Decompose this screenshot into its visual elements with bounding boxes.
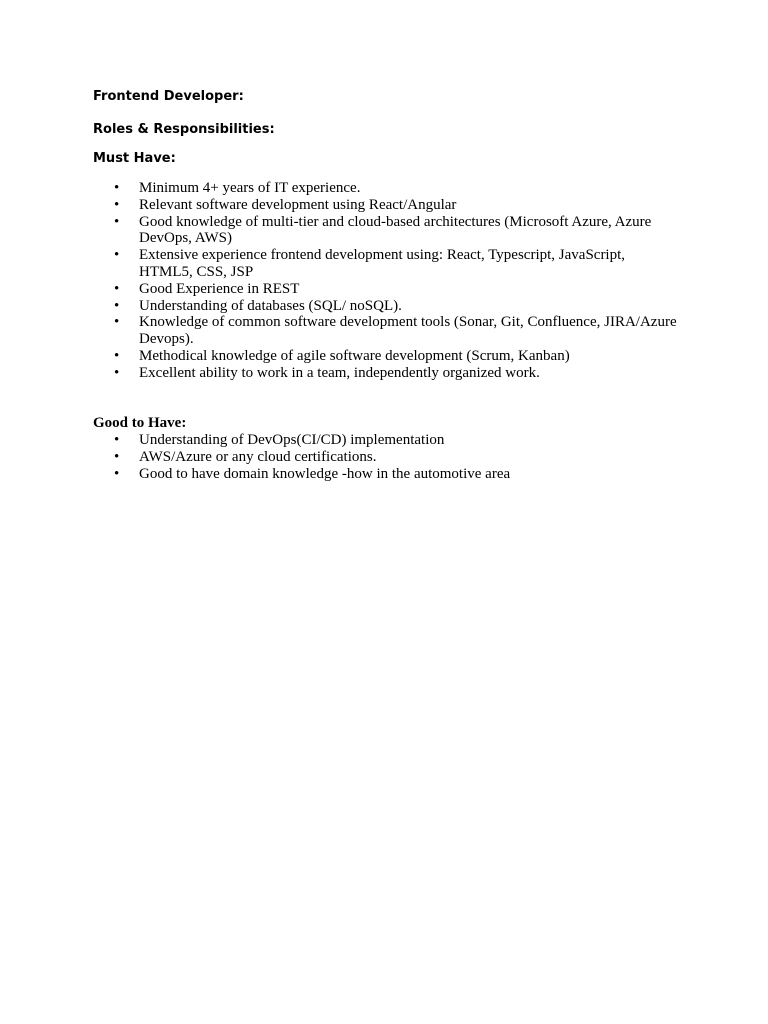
bullet-icon: •	[114, 180, 120, 196]
bullet-icon: •	[114, 297, 120, 314]
list-item	[0, 314, 679, 348]
must-have-heading: Must Have:	[93, 151, 176, 166]
bullet-icon: •	[114, 448, 120, 465]
bullet-icon: •	[114, 213, 120, 230]
bullet-icon: •	[114, 280, 120, 297]
list-item-text: Knowledge of common software development tools (Sonar, Git, Confluence, JIRA/Azure Devops).	[139, 314, 677, 348]
bullet-icon: •	[114, 432, 120, 448]
bullet-icon: •	[114, 314, 120, 331]
bullet-icon: •	[114, 196, 120, 213]
list-item-text: Understanding of DevOps(CI/CD) implementation	[139, 432, 445, 448]
list-item	[0, 247, 679, 281]
list-item	[0, 281, 679, 298]
list-item-text: Extensive experience frontend development using: React, Typescript, JavaScript, HTML5, CSS, JSP	[139, 247, 626, 280]
list-item	[0, 365, 679, 382]
bullet-icon: •	[114, 347, 120, 364]
roles-heading: Roles & Responsibilities:	[93, 122, 275, 137]
list-item	[0, 298, 679, 315]
bullet-icon: •	[114, 465, 120, 482]
list-item-text: Good to have domain knowledge -how in the automotive area	[139, 465, 511, 482]
list-item-text: AWS/Azure or any cloud certifications.	[139, 448, 377, 465]
list-item-text: Relevant software development using React/Angular	[139, 196, 457, 213]
list-item-text: Good knowledge of multi-tier and cloud-based architectures (Microsoft Azure, Azure DevOps, AWS)	[139, 213, 652, 247]
document-title: Frontend Developer:	[93, 89, 244, 104]
good-to-have-list	[0, 432, 679, 482]
list-item	[0, 197, 679, 214]
list-item-text: Methodical knowledge of agile software development (Scrum, Kanban)	[139, 347, 570, 364]
list-item-text: Excellent ability to work in a team, independently organized work.	[139, 364, 540, 381]
list-item	[0, 432, 679, 449]
list-item	[0, 214, 679, 248]
list-item-text: Good Experience in REST	[139, 280, 300, 297]
bullet-icon: •	[114, 247, 120, 264]
list-item	[0, 449, 679, 466]
bullet-icon: •	[114, 364, 120, 381]
list-item-text: Minimum 4+ years of IT experience.	[139, 180, 361, 196]
must-have-list	[0, 180, 679, 382]
list-item-text: Understanding of databases (SQL/ noSQL).	[139, 297, 402, 314]
good-to-have-heading: Good to Have:	[93, 415, 187, 431]
list-item	[0, 466, 679, 483]
list-item	[0, 180, 679, 197]
list-item	[0, 348, 679, 365]
